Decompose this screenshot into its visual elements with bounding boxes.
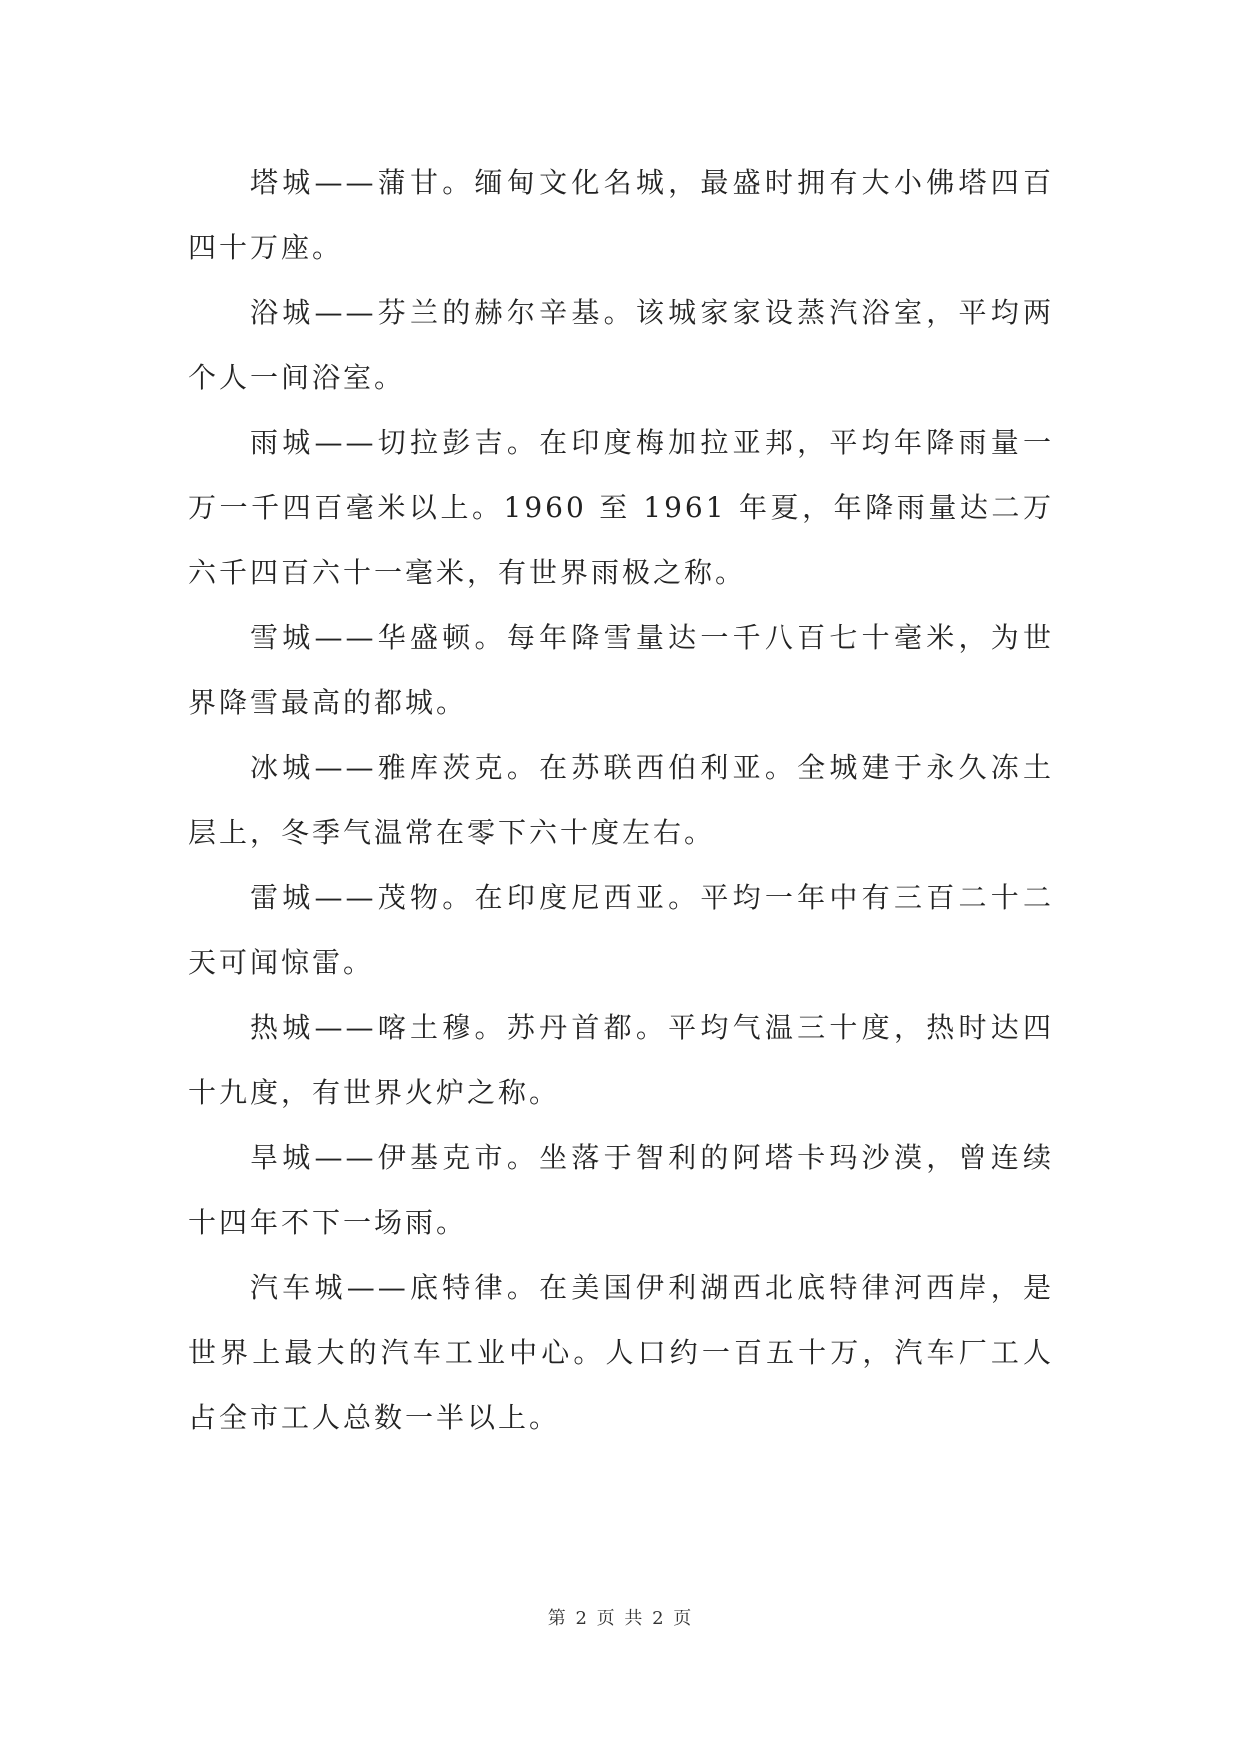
paragraph-tower-city: 塔城——蒲甘。缅甸文化名城，最盛时拥有大小佛塔四百四十万座。 (188, 166, 1054, 264)
paragraph-hot-city: 热城——喀土穆。苏丹首都。平均气温三十度，热时达四十九度，有世界火炉之称。 (188, 1011, 1054, 1109)
document-body (188, 150, 1054, 1450)
paragraph-rain-city: 雨城——切拉彭吉。在印度梅加拉亚邦，平均年降雨量一万一千四百毫米以上。1960 至 1961 年夏，年降雨量达二万六千四百六十一毫米，有世界雨极之称。 (188, 426, 1054, 589)
paragraph-motor-city: 汽车城——底特律。在美国伊利湖西北底特律河西岸，是世界上最大的汽车工业中心。人口约一百五十万，汽车厂工人占全市工人总数一半以上。 (188, 1271, 1054, 1434)
paragraph-drought-city: 旱城——伊基克市。坐落于智利的阿塔卡玛沙漠，曾连续十四年不下一场雨。 (188, 1141, 1054, 1239)
page-number-footer: 第 2 页 共 2 页 (547, 1608, 694, 1629)
paragraph-snow-city: 雪城——华盛顿。每年降雪量达一千八百七十毫米，为世界降雪最高的都城。 (188, 621, 1054, 719)
paragraph-ice-city: 冰城——雅库茨克。在苏联西伯利亚。全城建于永久冻土层上，冬季气温常在零下六十度左右。 (188, 751, 1054, 849)
paragraph-thunder-city: 雷城——茂物。在印度尼西亚。平均一年中有三百二十二天可闻惊雷。 (188, 881, 1054, 979)
paragraph-bath-city: 浴城——芬兰的赫尔辛基。该城家家设蒸汽浴室，平均两个人一间浴室。 (188, 296, 1054, 394)
